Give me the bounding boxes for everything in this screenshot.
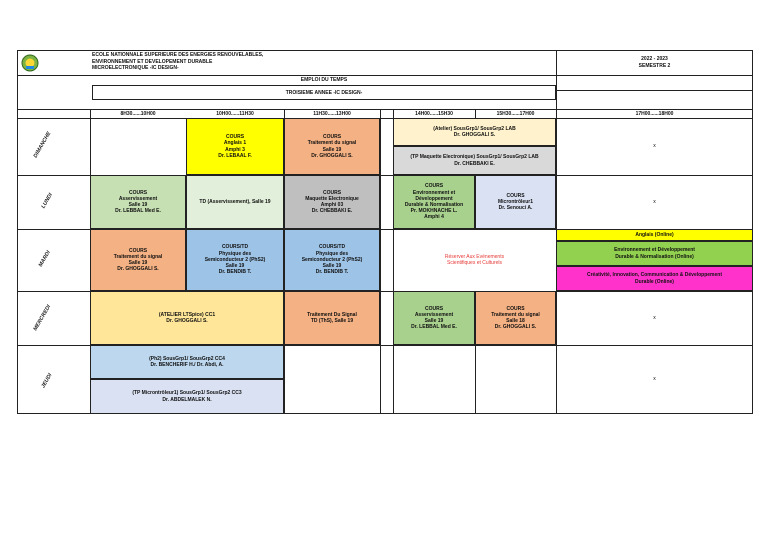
session-mar-creativite-online[interactable] [556,266,753,291]
session-course: (Atelier) SousGrp1/ SousGrp2 LAB [433,125,516,132]
session-course: Asservissement [118,195,158,202]
session-teacher: Dr. CHEBBAKI E. [311,208,353,215]
session-lun-asservissement[interactable] [90,175,186,229]
session-teacher: Dr. GHOGGALI S. [494,324,537,331]
time-slot-6: 17H00......18H00 [635,111,674,117]
session-dim-empty [556,118,753,175]
session-type: COURS [128,247,148,254]
time-slot-3: 11H30......13H00 [313,111,351,117]
session-jeu-tp-microcontroleur[interactable] [90,379,284,414]
school-logo [21,54,39,72]
reserved-label: Scientifiques et Culturels [446,260,503,266]
session-course: Durable & Normalisation (Online) [615,253,694,260]
session-mer-td-signal[interactable] [284,291,380,345]
session-type: COURS/TD [221,244,249,251]
col-line [475,345,476,414]
session-room: Salle 18 [506,318,525,324]
session-room: Salle 19 [322,146,342,153]
session-course: (TP Maquette Electronique) SousGrp1/ SousGrp2 LAB [410,154,539,161]
session-course: Semiconducteur 2 (PhS2) [204,256,266,263]
institution-line: ECOLE NATIONNALE SUPERIEURE DES ENERGIES RENOUVELABLES, [92,52,264,58]
session-course: (Ph2) SousGrp1/ SousGrp2 CC4 [149,355,225,362]
empty-mark: x [653,314,656,321]
session-dim-tp-maquette[interactable] [393,146,556,175]
session-course: Environnement et [412,189,456,196]
col-line [380,109,381,414]
session-course: Physique des [315,250,349,257]
session-teacher: Dr. GHOGGALI S. [166,318,208,324]
time-slot-5: 15H30......17H00 [496,111,535,117]
session-course: Durable (Online) [635,278,674,285]
col-line [475,109,476,118]
session-teacher: Dr. BENDIB T. [218,269,252,276]
session-course: (TP Microntrôleur1) SousGrp1/ SousGrp2 CC3 [132,390,242,397]
day-mardi: MARDI [37,249,52,269]
session-course: Anglais (Online) [635,231,674,238]
session-room: Amphi 4 [424,214,444,221]
session-dim-signal[interactable] [284,118,380,175]
session-teacher: Dr. ABDELMALEK N. [162,396,212,403]
session-course: (ATELIER LTSpice) CC1 [158,311,216,318]
col-line [556,109,557,414]
session-teacher: Dr. LEBAAL F. [218,152,252,159]
session-lun-td-asservissement[interactable] [186,175,284,229]
session-course: Durable & Normalisation [404,202,464,208]
session-room: Salle 19 [128,260,148,266]
session-course: Développement [415,195,453,202]
day-lundi: LUNDI [40,192,54,210]
session-course: Asservissement [414,311,454,318]
session-course: Physique des [218,250,252,257]
header-right-divider-h [556,90,753,91]
session-teacher: Dr. BENDIB T. [315,269,349,276]
page-subtitle: TROISIEME ANNEE -IC DESIGN- [92,85,556,100]
session-room: TD (ThS), Salle 19 [310,318,354,324]
session-room: Amphi 3 [225,146,245,153]
day-mercredi: MERCREDI [32,304,53,332]
session-course: TD (Asservissement), Salle 19 [199,198,271,205]
session-course: Traitement du signal [307,140,357,147]
time-slot-4: 14H00......15H30 [415,111,453,117]
session-course: Traitement du signal [113,253,163,260]
session-teacher: Pr. MOKHNACHE L. [410,208,458,215]
session-mer-signal[interactable] [475,291,556,345]
session-teacher: Dr. Senouci A. [498,205,533,212]
session-teacher: Dr. GHOGGALI S. [453,132,496,138]
time-slot-1: 8H30......10H00 [120,111,156,117]
session-type: COURS/TD [318,244,346,251]
session-mar-anglais-online[interactable] [556,229,753,241]
session-type: COURS [424,183,444,190]
session-teacher: Dr. BENCHERIF H./ Dr. Abdi, A. [150,362,224,368]
session-course: Environnement et Développement [614,247,695,254]
session-room: Amphi 03 [320,202,344,208]
session-jeu-empty [556,345,753,414]
session-type: COURS [322,134,342,141]
col-line [284,109,285,414]
session-lun-maquette[interactable] [284,175,380,229]
reserved-events [393,229,556,291]
session-mar-phs2-b[interactable] [284,229,380,291]
session-type: COURS [424,305,444,312]
session-course: Anglais 1 [223,140,247,147]
session-course: Semiconducteur 2 (PhS2) [301,256,363,263]
session-course: Traitement Du Signal [307,311,357,318]
page-title: EMPLOI DU TEMPS [300,77,348,83]
session-lun-environnement[interactable] [393,175,475,229]
session-mer-asservissement[interactable] [393,291,475,345]
session-type: COURS [506,192,525,199]
session-teacher: Dr. GHOGGALI S. [117,266,159,273]
session-room: Salle 19 [225,263,245,270]
session-type: COURS [322,189,342,196]
session-lun-microcontroleur[interactable] [475,175,556,229]
academic-year: 2022 - 2023 [641,56,668,62]
institution-line: ENVIRONNEMENT ET DEVELOPEMENT DURABLE [92,58,213,65]
session-teacher: Dr. GHOGGALI S. [311,152,353,159]
session-teacher: Dr. CHEBBAKI E. [454,160,495,167]
institution-line: MICROELECTRONIQUE -IC DESIGN- [92,65,179,71]
session-type: COURS [128,189,148,196]
day-dimanche: DIMANCHE [32,130,53,160]
session-room: Salle 19 [128,202,148,208]
session-lun-empty [556,175,753,229]
session-type: COURS [506,305,525,312]
empty-mark: x [653,198,656,205]
empty-mark: x [653,376,656,383]
session-course: Microntrôleur1 [497,198,533,205]
session-teacher: Dr. LEBBAL Med E. [411,324,457,331]
session-course: Maquette Electronique [305,195,359,202]
day-jeudi: JEUDI [40,372,54,390]
empty-mark: x [653,143,656,150]
institution-block [92,52,392,72]
session-mar-signal[interactable] [90,229,186,291]
session-teacher: Dr. LEBBAL Med E. [115,208,161,215]
reserved-label: Réserver Aux Evénements [444,253,505,260]
session-room: Salle 19 [322,263,342,270]
semester: SEMESTRE 2 [638,63,671,69]
session-course: Traitement du signal [491,311,540,318]
session-mer-atelier-ltspice[interactable] [90,291,284,345]
session-jeu-ph2[interactable] [90,345,284,379]
session-dim-anglais[interactable] [186,118,284,175]
session-room: Salle 19 [424,318,444,324]
session-type: COURS [225,134,245,141]
academic-year-block [556,51,753,75]
session-mar-phs2-a[interactable] [186,229,284,291]
session-dim-atelier[interactable] [393,118,556,146]
session-course: Créativité, Innovation, Communication & Développement [586,272,723,279]
time-slot-2: 10H00......11H30 [216,111,254,117]
session-mar-environnement-online[interactable] [556,241,753,266]
session-mer-empty [556,291,753,345]
